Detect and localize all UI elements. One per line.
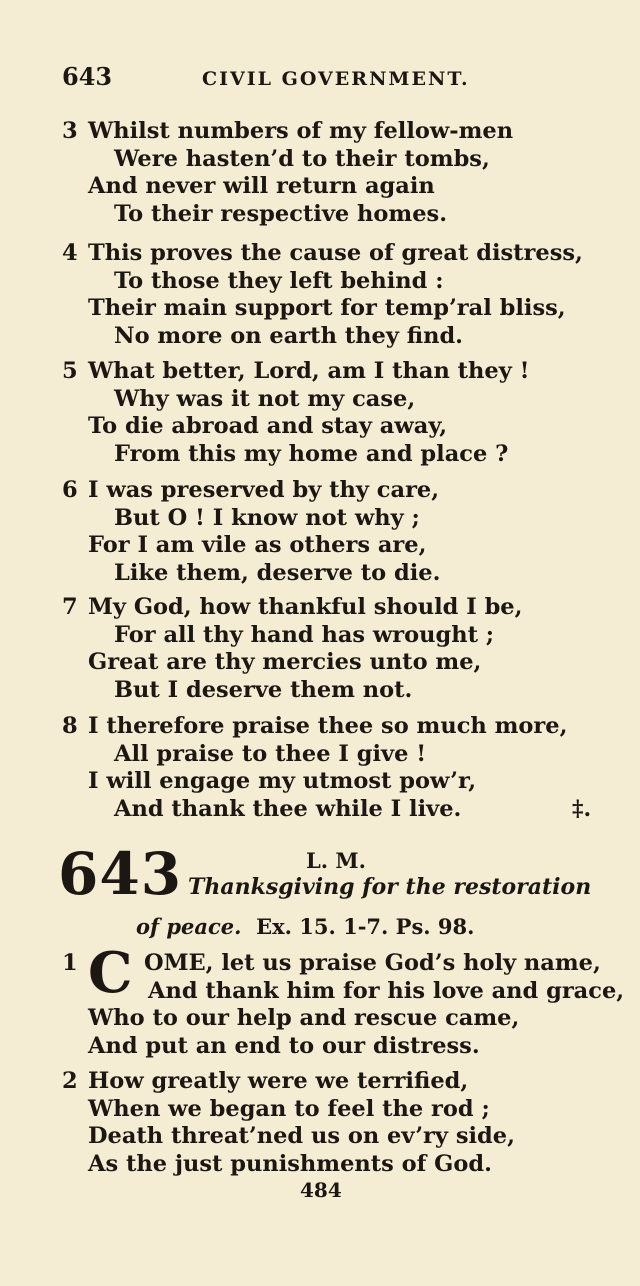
verse-line: As the just punishments of God. bbox=[88, 1150, 492, 1177]
stanza-5 bbox=[62, 358, 622, 468]
verse-line: Great are thy mercies unto me, bbox=[88, 649, 482, 676]
verse-line: I was preserved by thy care, bbox=[88, 477, 440, 503]
verse-line: Like them, deserve to die. bbox=[114, 559, 441, 586]
stanza-number: 4 bbox=[62, 240, 78, 266]
verse-line: To die abroad and stay away, bbox=[88, 413, 448, 440]
hymn-title-continued bbox=[136, 914, 474, 939]
hymn-number: 643 bbox=[58, 840, 183, 908]
verse-line: To those they left behind : bbox=[114, 267, 444, 294]
page-number: 643 bbox=[62, 62, 113, 91]
verse-line: OME, let us praise God’s holy name, bbox=[144, 950, 601, 976]
verse-line: How greatly were we terrified, bbox=[88, 1068, 469, 1094]
hymn-title: Thanksgiving for the restoration bbox=[188, 874, 592, 900]
verse-line: And put an end to our distress. bbox=[88, 1032, 480, 1059]
stanza-number: 1 bbox=[62, 950, 78, 976]
verse-line: But I deserve them not. bbox=[114, 676, 413, 703]
hymn-stanza-2 bbox=[62, 1068, 622, 1178]
drop-cap: C bbox=[88, 940, 133, 1006]
scripture-references: Ex. 15. 1-7. Ps. 98. bbox=[256, 914, 475, 939]
stanza-number: 8 bbox=[62, 713, 78, 739]
verse-line: And thank thee while I live. bbox=[114, 795, 462, 822]
running-title: CIVIL GOVERNMENT. bbox=[202, 68, 470, 90]
verse-line: My God, how thankful should I be, bbox=[88, 594, 523, 620]
page-header bbox=[62, 62, 482, 96]
hymn-heading bbox=[58, 842, 618, 952]
stanza-3 bbox=[62, 118, 622, 228]
verse-line: Whilst numbers of my fellow-men bbox=[88, 118, 514, 144]
stanza-6 bbox=[62, 477, 622, 587]
verse-line: When we began to feel the rod ; bbox=[88, 1095, 490, 1122]
verse-line: And thank him for his love and grace, bbox=[148, 977, 625, 1004]
signature-mark: 484 bbox=[300, 1178, 342, 1202]
verse-line: Were hasten’d to their tombs, bbox=[114, 145, 490, 172]
hymn-title-end: of peace. bbox=[136, 914, 242, 939]
verse-line: Who to our help and rescue came, bbox=[88, 1005, 520, 1032]
verse-line: What better, Lord, am I than they ! bbox=[88, 358, 530, 384]
verse-line: To their respective homes. bbox=[114, 200, 448, 227]
stanza-7 bbox=[62, 594, 622, 704]
stanza-number: 6 bbox=[62, 477, 78, 503]
verse-line: From this my home and place ? bbox=[114, 440, 509, 467]
verse-line: No more on earth they find. bbox=[114, 322, 464, 349]
verse-line: This proves the cause of great distress, bbox=[88, 240, 583, 266]
stanza-number: 7 bbox=[62, 594, 78, 620]
stanza-8 bbox=[62, 713, 622, 823]
stanza-4 bbox=[62, 240, 622, 350]
verse-line: But O ! I know not why ; bbox=[114, 504, 420, 531]
hymn-stanza-1 bbox=[62, 940, 625, 1060]
verse-line: Their main support for temp’ral bliss, bbox=[88, 295, 566, 322]
verse-line: For all thy hand has wrought ; bbox=[114, 621, 495, 648]
hymn-meter: L. M. bbox=[306, 848, 366, 873]
verse-line: For I am vile as others are, bbox=[88, 532, 427, 559]
stanza-number: 2 bbox=[62, 1068, 78, 1094]
verse-line: Death threat’ned us on ev’ry side, bbox=[88, 1123, 515, 1150]
stanza-number: 5 bbox=[62, 358, 78, 384]
stanza-number: 3 bbox=[62, 118, 78, 144]
end-mark: ‡. bbox=[572, 795, 592, 822]
verse-line: And never will return again bbox=[88, 173, 435, 200]
verse-line: I therefore praise thee so much more, bbox=[88, 713, 568, 739]
verse-line: Why was it not my case, bbox=[114, 385, 416, 412]
verse-line: I will engage my utmost pow’r, bbox=[88, 768, 477, 795]
verse-line: All praise to thee I give ! bbox=[114, 740, 427, 767]
